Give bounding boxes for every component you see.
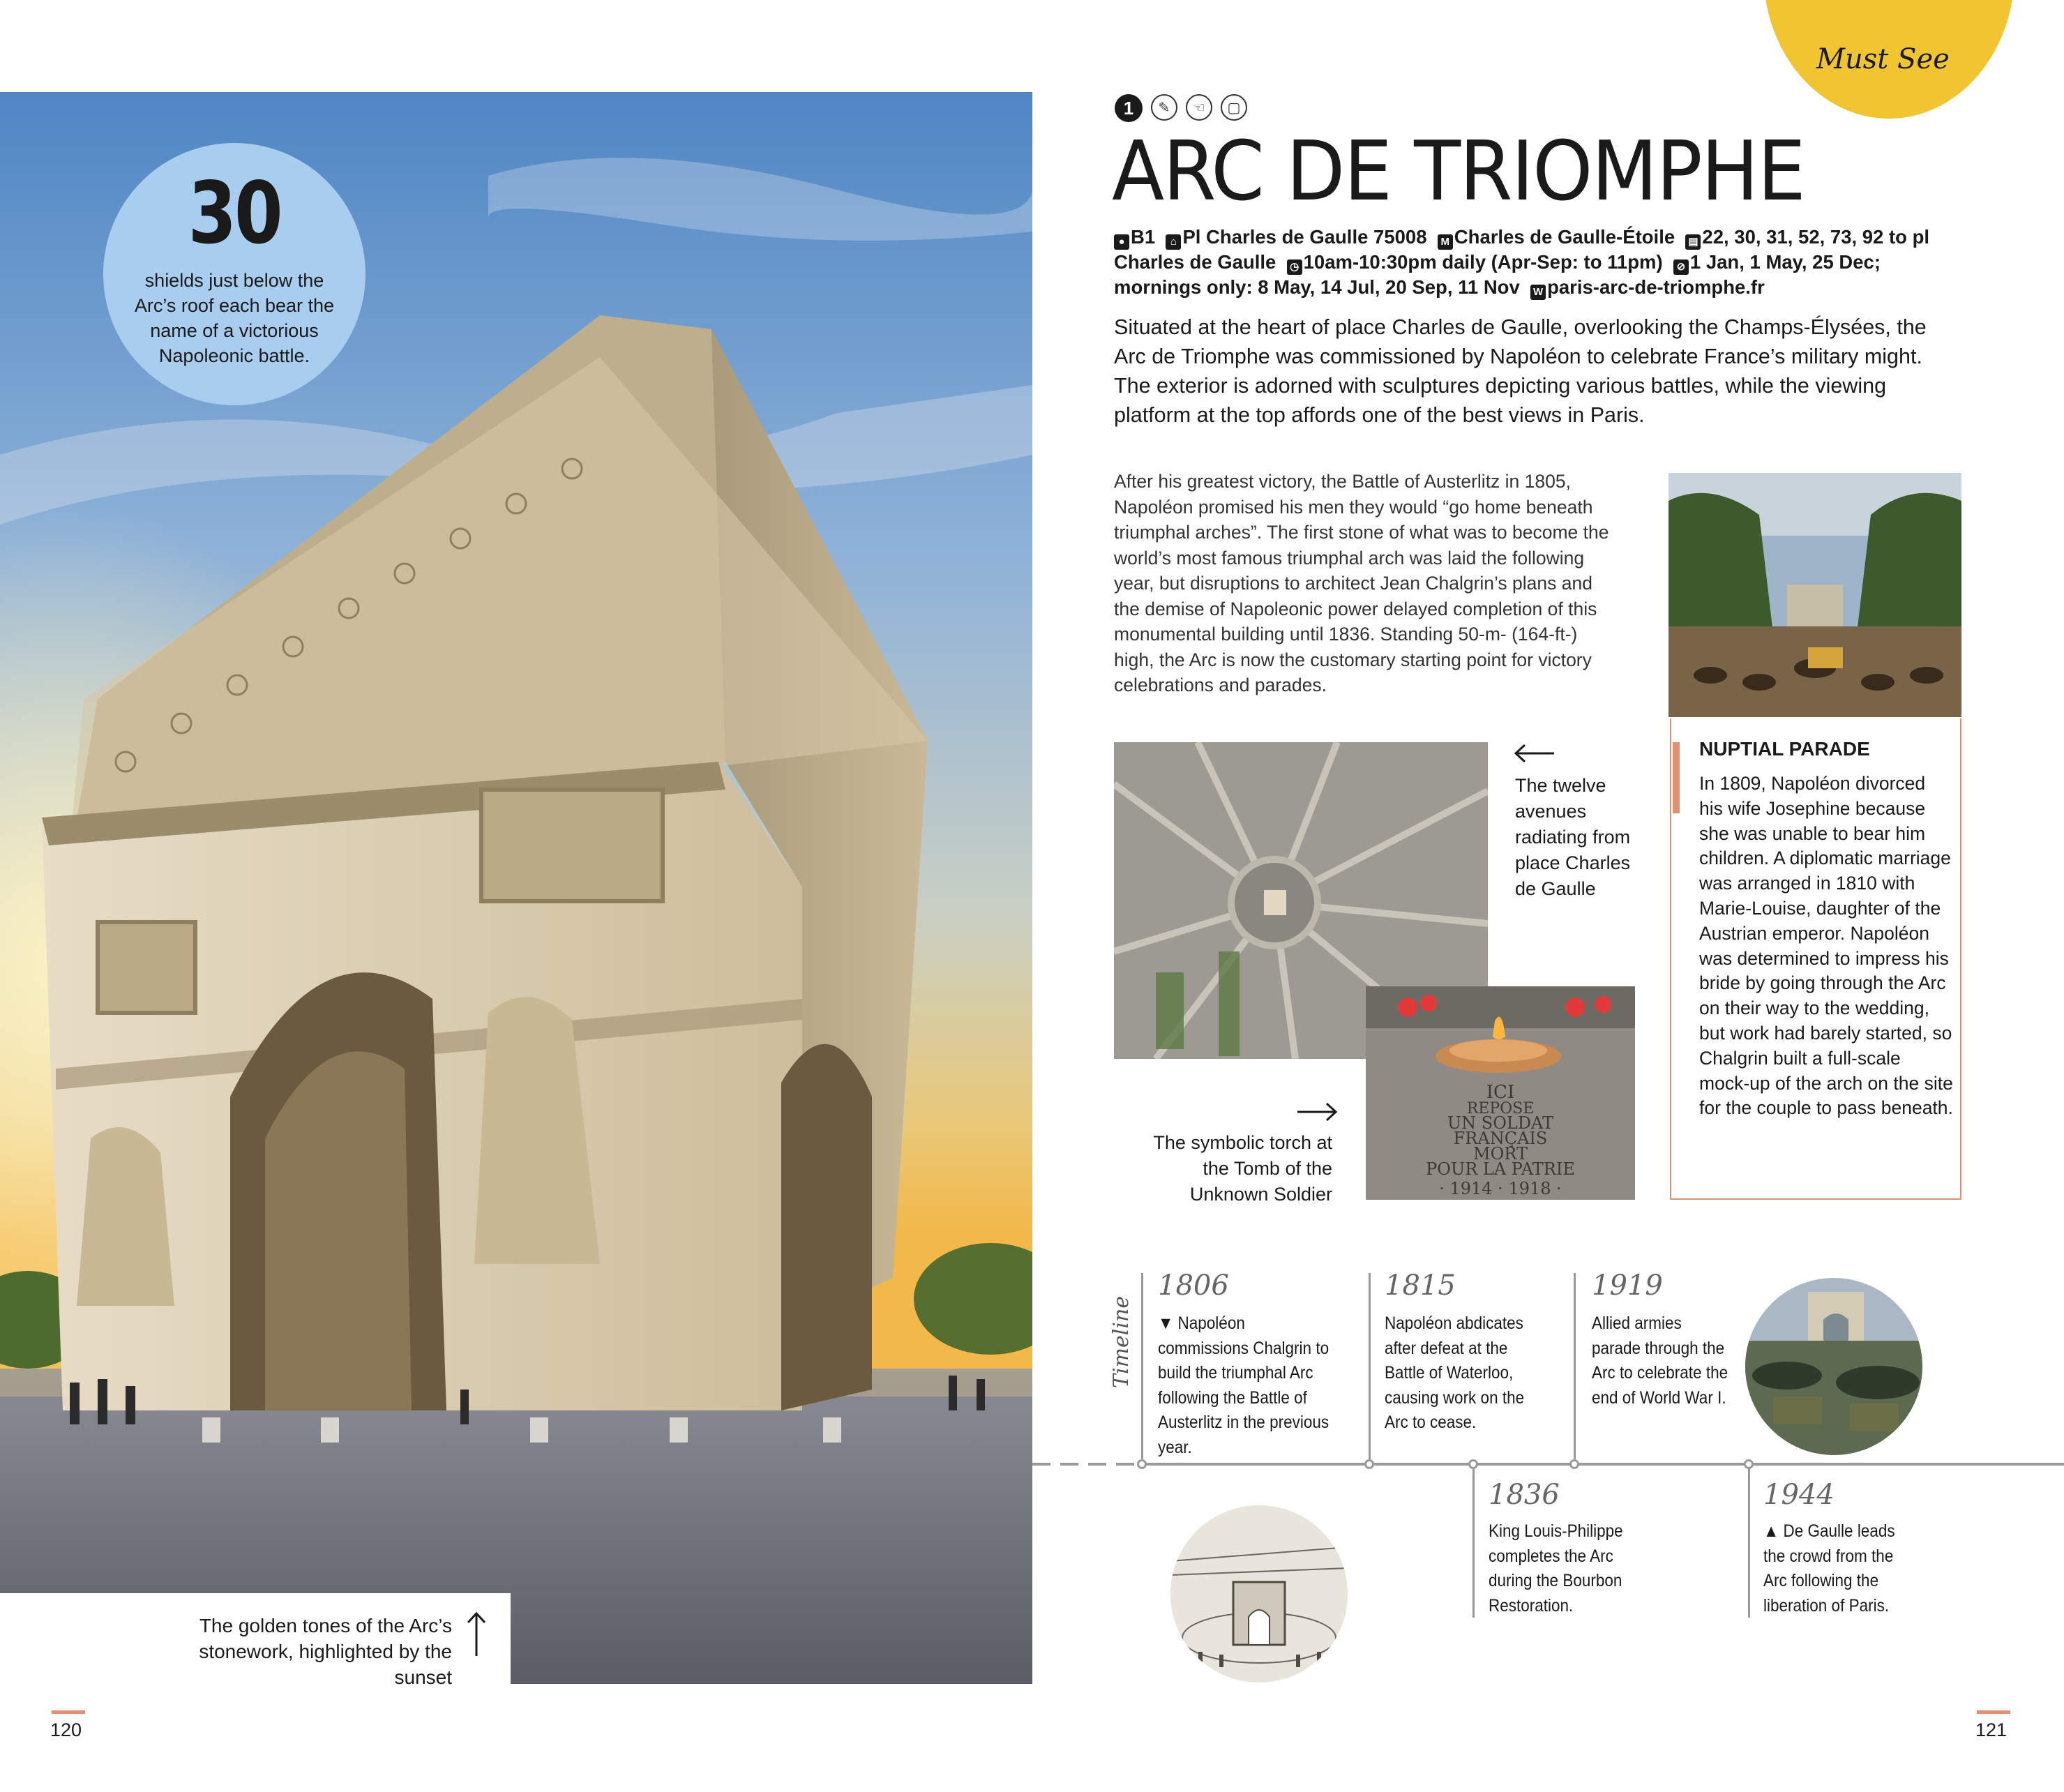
timeline-year: 1944 xyxy=(1763,1479,1835,1511)
stat-text: shields just below the Arc’s roof each bear the name of a victorious Napoleonic battle. xyxy=(134,270,335,366)
timeline-year: 1806 xyxy=(1158,1270,1229,1302)
map-icon: ✎ xyxy=(1151,94,1177,121)
timeline-line xyxy=(1141,1463,2064,1466)
arrow-left-icon xyxy=(1514,737,1555,771)
sidebar-heading: NUPTIAL PARADE xyxy=(1699,738,1870,760)
timeline-text: King Louis-Philippe completes the Arc during the Bourbon Restoration. xyxy=(1489,1521,1623,1616)
arrow-up-icon xyxy=(466,1611,487,1660)
timeline-stem xyxy=(1748,1466,1750,1618)
info-hours: 10am-10:30pm daily (Apr-Sep: to 11pm) xyxy=(1303,251,1663,273)
page-marker xyxy=(52,1710,85,1714)
info-metro: Charles de Gaulle-Étoile xyxy=(1454,226,1675,248)
closed-icon: ⊘ xyxy=(1673,259,1689,275)
web-icon: W xyxy=(1530,285,1546,300)
timeline-dash xyxy=(1032,1463,1141,1466)
nuptial-parade-painting xyxy=(1668,473,1961,717)
timeline-dot xyxy=(1137,1459,1147,1469)
timeline-dot xyxy=(1364,1459,1374,1469)
timeline-text: Napoléon abdicates after defeat at the Battle of Waterloo, causing work on the Arc to cease. xyxy=(1385,1313,1525,1432)
tomb-inscription-line2: REPOSE xyxy=(1466,1100,1535,1117)
page-number-left: 120 xyxy=(50,1719,82,1740)
home-icon: ⌂ xyxy=(1166,234,1181,250)
intro-paragraph: Situated at the heart of place Charles de Gaulle, overlooking the Champs-Élysées, the Arc de Triomphe was commissioned by Napoléon to celebrate France’s military might. The exterior is adorned with sculptures depicting various battles, while the viewing platform at the top affords one of the best views in Paris. xyxy=(1114,315,1927,427)
tomb-inscription-line1: ICI xyxy=(1486,1082,1515,1103)
tomb-inscription-line5: MORT xyxy=(1473,1144,1528,1164)
page-title: ARC DE TRIOMPHE xyxy=(1112,123,1805,219)
shopping-bag-icon: ▢ xyxy=(1221,94,1247,121)
info-address: Pl Charles de Gaulle 75008 xyxy=(1182,226,1427,248)
arrow-right-icon xyxy=(1296,1095,1338,1129)
bus-icon: ▤ xyxy=(1685,234,1701,250)
timeline-text: ▲ De Gaulle leads the crowd from the Arc following the liberation of Paris. xyxy=(1763,1521,1895,1616)
timeline-stem xyxy=(1574,1273,1576,1463)
tomb-inscription-dates: · 1914 · 1918 · xyxy=(1439,1179,1562,1198)
aerial-caption: The twelve avenues radiating from place Charles de Gaulle xyxy=(1515,775,1631,899)
body-paragraph: After his greatest victory, the Battle of Austerlitz in 1805, Napoléon promised his men they would “go home beneath triumphal arches”. The first stone of what was to become the world’s most famous triumphal arch was laid the following year, but disruptions to architect Jean Chalgrin’s plans and the demise of Napoleonic power delayed completion of this monumental building until 1836. Standing 50-m- (164-ft-) high, the Arc is now the customary starting point for victory celebrations and parades. xyxy=(1114,471,1609,695)
timeline-year: 1919 xyxy=(1592,1270,1663,1302)
tomb-inscription-line4: FRANÇAIS xyxy=(1453,1129,1548,1148)
sidebar-accent xyxy=(1673,742,1680,813)
page-marker xyxy=(1977,1710,2010,1714)
timeline-dot xyxy=(1468,1459,1478,1469)
timeline-text: Allied armies parade through the Arc to celebrate the end of World War I. xyxy=(1592,1313,1728,1408)
map-pin-icon: ● xyxy=(1114,234,1129,250)
metro-icon: M xyxy=(1438,234,1453,250)
clock-icon: ◷ xyxy=(1287,259,1302,275)
tomb-inscription-line3: UN SOLDAT xyxy=(1447,1113,1554,1133)
info-web[interactable]: paris-arc-de-triomphe.fr xyxy=(1547,276,1765,298)
tomb-photo xyxy=(1366,986,1635,1200)
tomb-inscription-line6: POUR LA PATRIE xyxy=(1426,1159,1575,1179)
practical-info xyxy=(1114,225,1951,300)
timeline-year: 1836 xyxy=(1489,1479,1560,1511)
liberation-parade-circle xyxy=(1745,1278,1922,1455)
hero-caption: The golden tones of the Arc’s stonework, highlighted by the sunset xyxy=(199,1615,452,1688)
info-bus: 22, 30, 31, 52, 73, 92 to pl Charles de Gaulle xyxy=(1114,226,1930,273)
info-grid: B1 xyxy=(1131,226,1156,248)
tomb-caption: The symbolic torch at the Tomb of the Unknown Soldier xyxy=(1153,1132,1332,1205)
timeline-label: Timeline xyxy=(1109,1295,1133,1388)
must-see-label: Must See xyxy=(1816,43,1950,75)
hand-icon: ☜ xyxy=(1186,94,1212,121)
timeline-dot xyxy=(1744,1459,1754,1469)
timeline-year: 1815 xyxy=(1385,1270,1456,1302)
timeline-stem xyxy=(1141,1273,1143,1463)
sidebar-text: In 1809, Napoléon divorced his wife Josephine because she was unable to bear him children. A diplomatic marriage was arranged in 1810 with Marie-Louise, daughter of the Austrian emperor. Napoléon was determined to impress his bride by going through the Arc on their way to the wedding, but work had barely started, so Chalgrin built a full-scale mock-up of the arch on the site for the couple to pass beneath. xyxy=(1699,773,1953,1119)
page-number-right: 121 xyxy=(1975,1719,2007,1740)
timeline-text: ▼ Napoléon commissions Chalgrin to build the triumphal Arc following the Battle of Austerlitz in the previous year. xyxy=(1158,1313,1329,1457)
engraving-circle xyxy=(1170,1505,1348,1682)
stat-number: 30 xyxy=(188,164,281,263)
timeline-stem xyxy=(1472,1466,1475,1618)
entry-number-badge: 1 xyxy=(1115,94,1143,122)
timeline-dot xyxy=(1569,1459,1579,1469)
info-closed: 1 Jan, 1 May, 25 Dec; mornings only: 8 May, 14 Jul, 20 Sep, 11 Nov xyxy=(1114,251,1881,298)
timeline-stem xyxy=(1369,1273,1371,1463)
